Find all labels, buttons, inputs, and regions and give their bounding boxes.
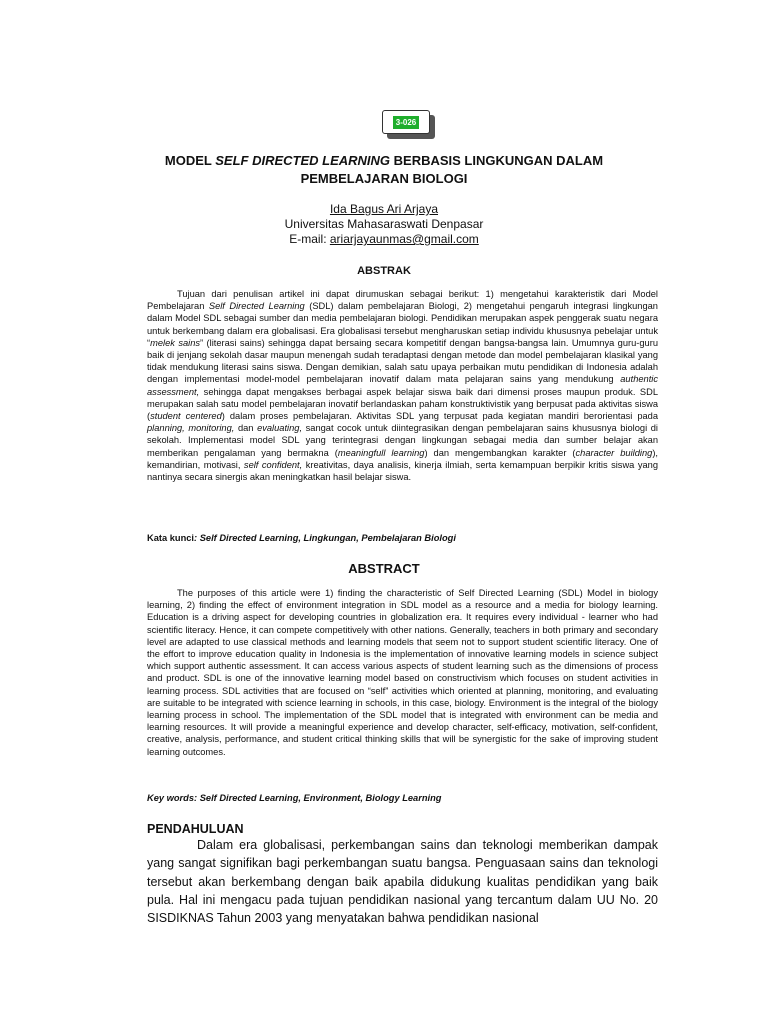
abstrak-text: kreativitas, daya analisis, kinerja ilmiah, serta kemampuan berpikir kritis siswa yang nantinya secara sinergis akan meningkatkan hasil belajar siswa. — [147, 459, 659, 483]
abstrak-text: dan — [234, 423, 258, 434]
abstrak-italic: character building — [575, 447, 653, 458]
title-part1: MODEL — [164, 153, 216, 168]
abstrak-italic: melek sains — [150, 337, 201, 348]
pendahuluan-text: Dalam era globalisasi, perkembangan sains dan teknologi memberikan dampak yang sangat signifikan bagi perkembangan suatu bangsa. Penguasaan sains dan teknologi tersebut akan berkembang dengan baik apabila didukung kualitas pendidikan yang baik pula. Hal ini mengacu pada tujuan pendidikan nasional yang tercantum dalam UU No. 20 SISDIKNAS Tahun 2003 yang menyatakan bahwa pendidikan nasional — [147, 838, 658, 926]
author-affiliation: Universitas Mahasaraswati Denpasar — [284, 217, 484, 231]
abstract-text: The purposes of this article were 1) finding the characteristic of Self Directed Learning (SDL) Model in biology learning, 2) finding the effect of environment integration in SDL model as a resource and a media for biology learning. Education is a driving aspect for developing countries in globalization era. It requires every individual - learner who had scientific literacy. Hence, it can compete competitively with other nations. Generally, teachers in both primary and secondary level are adapted to use classical methods and learning models that seem not to support student scientific literacy. One of the effort to improve education quality in Indonesia is the implementation of innovative learning models in science subject which support authentic assessment. It can access various aspects of student learning such as the dimensions of process and product. SDL is one of the innovative learning model based on constructivism which focuses on student activities in learning process. SDL activities that are focused on “self” activities which oriented at planning, monitoring, and evaluating are suitable to be integrated with science learning in schools, in this case, biology. Environment is the integral of the biology learning process in school. The implementation of the SDL model that is integrated with environment can be media and learning resources. It will provide a meaningful experience and develop character, self-efficacy, motivation, self-confident, creative, analysis, performance, and student critical thinking skills that will be synergistic for the sake of improving student learning outcomes. — [147, 588, 658, 757]
abstract-heading: ABSTRACT — [348, 561, 420, 576]
abstrak-italic: meaningfull learning — [337, 447, 425, 458]
pendahuluan-paragraph — [147, 836, 658, 927]
abstract-paragraph — [147, 587, 658, 758]
title-line2: PEMBELAJARAN BIOLOGI — [300, 171, 468, 186]
author-email-link[interactable]: ariarjayaunmas@gmail.com — [329, 232, 479, 246]
paper-code-badge — [382, 110, 436, 138]
kata-kunci-label: Kata kunci — [147, 533, 195, 543]
author-block — [150, 202, 618, 247]
abstrak-italic: planning, monitoring, — [147, 423, 235, 434]
author-name: Ida Bagus Ari Arjaya — [329, 202, 439, 216]
abstrak-paragraph — [147, 288, 658, 483]
key-words-line: Key words: Self Directed Learning, Environment, Biology Learning — [147, 793, 442, 803]
abstrak-text: Tujuan dari penulisan artikel ini dapat dirumuskan sebagai berikut: 1) mengetahui karakteristik dari Model Pembelajaran — [147, 289, 658, 312]
abstrak-italic: student centered — [150, 411, 222, 422]
abstrak-italic: self confident, — [243, 459, 303, 470]
abstrak-text: ), kemandirian, motivasi, — [147, 447, 658, 470]
abstrak-text: ” (literasi sains) sehingga dapat bersaing secara kompetitif dengan bangsa-bangsa lain. Umumnya guru-guru baik di jenjang sekolah dasar maupun menengah sudah teradaptasi dengan metode dan model pembelajaran klasikal yang tidak mendukung literasi sains siswa. Dengan demikian, salah satu upaya perbaikan mutu pendidikan di Indonesia adalah dengan implementasi model-model pembelajaran inovatif dalam mata pelajaran sains yang mendukung — [147, 337, 658, 385]
email-label: E-mail: — [289, 232, 330, 246]
abstrak-text: (SDL) dalam pembelajaran Biologi, 2) mengetahui pengaruh integrasi lingkungan dalam Model SDL sebagai sumber dan media pembelajaran biologi. Pendidikan merupakan aspek penggerak suatu negara untuk berkembang dalam era globalisasi. Era globalisasi tersebut mengharuskan setiap individu khususnya pebelajar untuk “ — [147, 301, 658, 348]
abstrak-text: ) dalam proses pembelajaran. Aktivitas SDL yang terpusat pada kegiatan mandiri berorientasi pada — [221, 411, 658, 422]
title-italic: SELF DIRECTED LEARNING — [215, 153, 391, 168]
abstrak-italic: authentic assessment, — [147, 374, 658, 397]
abstrak-italic: Self Directed Learning — [208, 301, 305, 312]
badge-label: 3-026 — [393, 116, 419, 129]
kata-kunci-line — [147, 533, 456, 543]
title-part2: BERBASIS LINGKUNGAN DALAM — [390, 153, 604, 168]
author-email-line — [150, 232, 618, 247]
pendahuluan-heading: PENDAHULUAN — [147, 822, 244, 836]
paper-title — [110, 152, 658, 188]
kata-kunci-values: : Self Directed Learning, Lingkungan, Pembelajaran Biologi — [194, 533, 456, 543]
abstrak-text: sangat cocok untuk diintegrasikan dengan pembelajaran sains khususnya biologi di sekolah. Implementasi model SDL yang terintegrasi dengan lingkungan sebagai media dan sumber belajar akan memberikan pengalaman yang bermakna ( — [147, 423, 658, 458]
badge-box — [382, 110, 430, 134]
abstrak-heading: ABSTRAK — [357, 265, 411, 277]
abstrak-italic: evaluating, — [257, 423, 303, 434]
abstrak-text: ) dan mengembangkan karakter ( — [424, 447, 576, 458]
abstrak-text: sehingga dapat mengakses berbagai aspek belajar siswa baik dari dimensi proses maupun produk. SDL merupakan salah satu model pembelajaran inovatif berlandaskan paham konstruktivistik yang berpusat pada aktivitas siswa ( — [147, 386, 658, 422]
